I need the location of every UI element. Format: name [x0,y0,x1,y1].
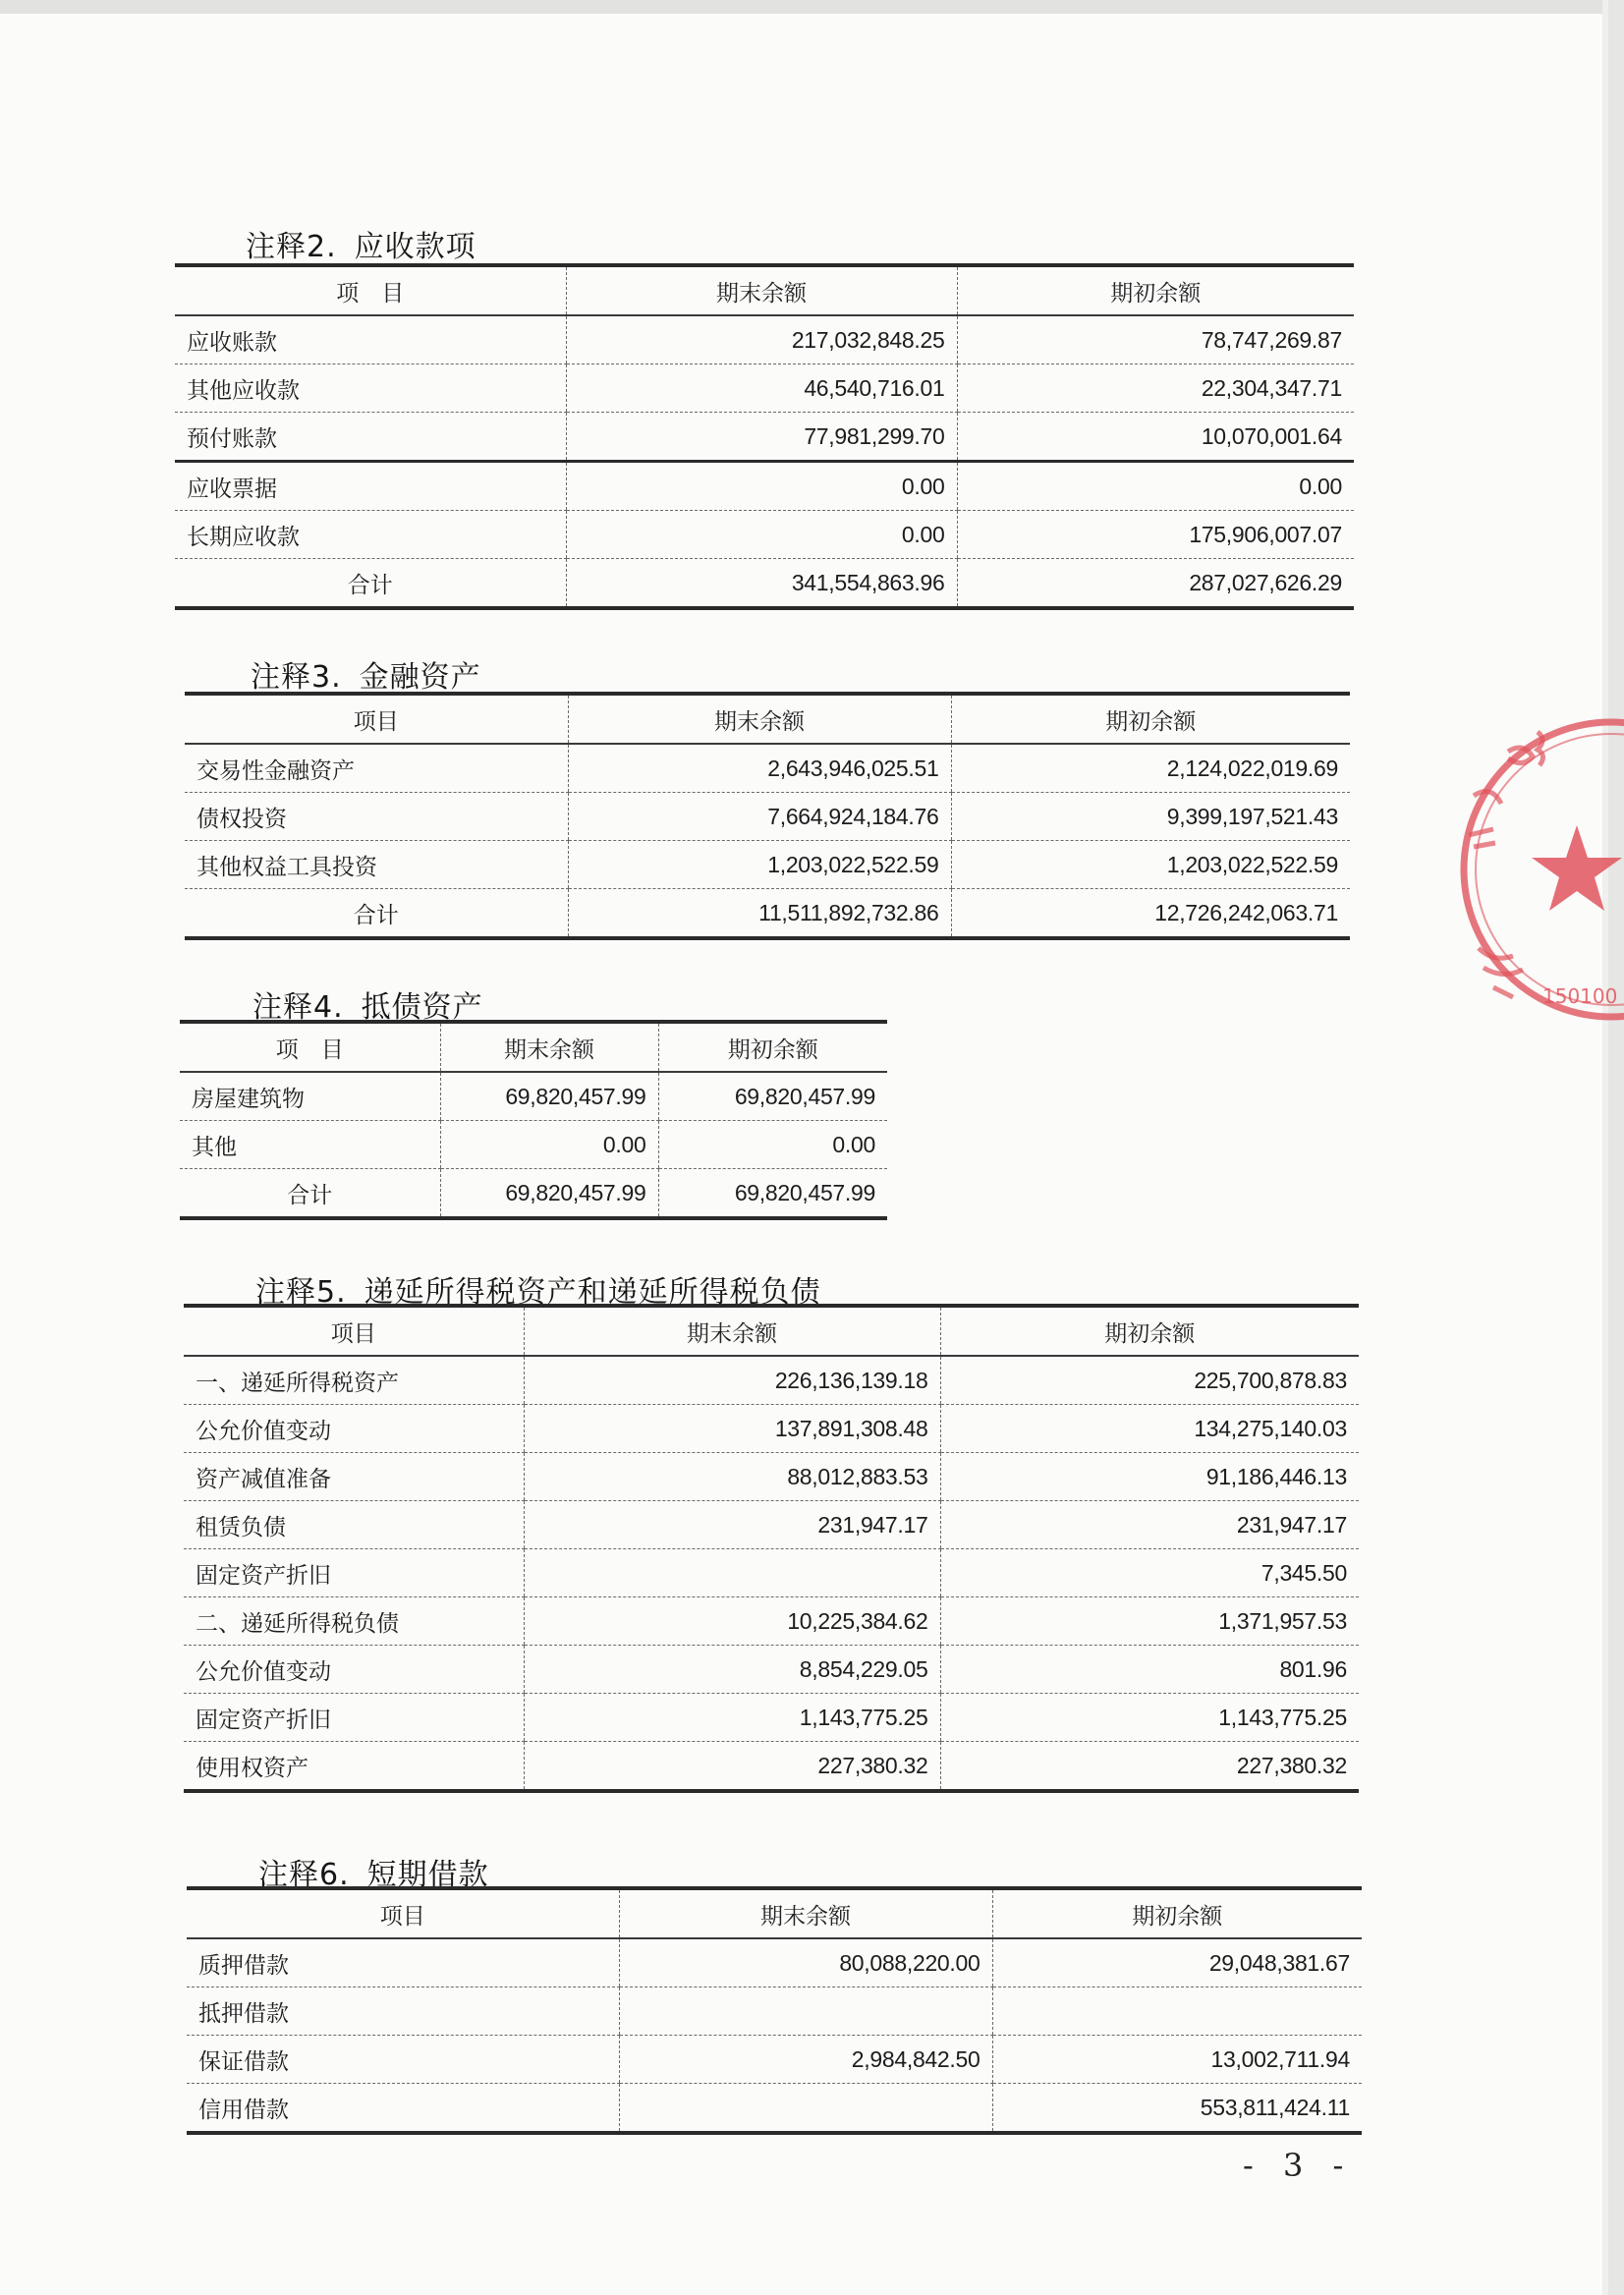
row-end-balance: 2,643,946,025.51 [568,744,951,793]
row-end-balance: 227,380.32 [524,1742,940,1792]
section-heading: 递延所得税资产和递延所得税负债 [364,1275,821,1310]
header-item: 项 目 [180,1022,440,1072]
header-begin-balance: 期初余额 [951,694,1350,744]
seal-number: 150100 [1542,984,1618,1008]
row-end-balance: 10,225,384.62 [524,1597,940,1646]
table-row [184,1549,1359,1597]
row-begin-balance: 1,203,022,522.59 [951,841,1350,889]
note-number: 注释2. [246,230,337,264]
table-row [185,744,1350,793]
table-row [184,1501,1359,1549]
note-number: 注释6. [258,1858,350,1892]
row-begin-balance: 22,304,347.71 [957,364,1354,413]
row-begin-balance: 69,820,457.99 [658,1169,887,1219]
seal-star-icon [1532,825,1622,911]
note-number: 注释3. [251,660,342,695]
row-item: 租赁负债 [184,1501,524,1549]
row-item: 应收票据 [175,462,566,511]
row-item: 固定资产折旧 [184,1694,524,1742]
row-item: 公允价值变动 [184,1405,524,1453]
row-item: 质押借款 [187,1938,619,1987]
row-item: 债权投资 [185,793,568,841]
section-title-receivables [246,222,476,265]
total-row [175,559,1354,609]
row-end-balance: 137,891,308.48 [524,1405,940,1453]
section-heading: 金融资产 [359,660,481,695]
row-end-balance: 341,554,863.96 [566,559,957,609]
row-begin-balance: 13,002,711.94 [992,2036,1362,2084]
row-item: 抵押借款 [187,1987,619,2036]
row-begin-balance: 227,380.32 [940,1742,1359,1792]
row-item: 公允价值变动 [184,1646,524,1694]
table-row [187,1938,1362,1987]
row-end-balance: 80,088,220.00 [619,1938,992,1987]
table-row [184,1453,1359,1501]
table-row [184,1405,1359,1453]
header-begin-balance: 期初余额 [658,1022,887,1072]
header-item: 项目 [185,694,568,744]
row-end-balance: 8,854,229.05 [524,1646,940,1694]
scan-edge-top [0,0,1624,14]
note-number: 注释5. [255,1275,347,1310]
row-item: 合计 [180,1169,440,1219]
row-begin-balance: 225,700,878.83 [940,1356,1359,1405]
seal-script-marks [1469,732,1543,997]
row-end-balance [619,2084,992,2134]
row-end-balance [524,1549,940,1597]
row-item: 合计 [175,559,566,609]
table-row [180,1121,887,1169]
financial-assets-table [185,692,1350,940]
row-begin-balance: 175,906,007.07 [957,511,1354,559]
row-item: 房屋建筑物 [180,1072,440,1121]
header-end-balance: 期末余额 [566,265,957,315]
row-item: 信用借款 [187,2084,619,2134]
row-begin-balance: 0.00 [658,1121,887,1169]
table-row [187,2036,1362,2084]
row-begin-balance: 0.00 [957,462,1354,511]
note-number: 注释4. [252,990,344,1025]
row-begin-balance: 1,143,775.25 [940,1694,1359,1742]
row-item: 其他权益工具投资 [185,841,568,889]
row-end-balance: 0.00 [440,1121,658,1169]
row-begin-balance: 9,399,197,521.43 [951,793,1350,841]
scan-edge-right [1608,0,1624,2295]
row-end-balance: 0.00 [566,462,957,511]
short-term-loans-table [187,1886,1362,2135]
row-end-balance: 69,820,457.99 [440,1169,658,1219]
table-row [175,364,1354,413]
row-end-balance: 217,032,848.25 [566,315,957,364]
row-item: 预付账款 [175,413,566,462]
row-item: 使用权资产 [184,1742,524,1792]
page-number: - 3 - [1243,2147,1354,2184]
row-item: 交易性金融资产 [185,744,568,793]
row-item: 其他应收款 [175,364,566,413]
header-begin-balance: 期初余额 [992,1888,1362,1938]
row-end-balance: 11,511,892,732.86 [568,889,951,939]
header-end-balance: 期末余额 [440,1022,658,1072]
table-row [187,2084,1362,2134]
row-begin-balance [992,1987,1362,2036]
foreclosed-assets-table [180,1020,887,1220]
row-item: 保证借款 [187,2036,619,2084]
table-row [180,1072,887,1121]
table-row [184,1742,1359,1792]
table-row [175,315,1354,364]
section-title-financial-assets [251,652,481,696]
row-begin-balance: 12,726,242,063.71 [951,889,1350,939]
receivables-table [175,263,1354,610]
row-item: 固定资产折旧 [184,1549,524,1597]
total-row [185,889,1350,939]
section-heading: 短期借款 [366,1858,489,1892]
row-begin-balance: 69,820,457.99 [658,1072,887,1121]
row-end-balance: 226,136,139.18 [524,1356,940,1405]
row-begin-balance: 801.96 [940,1646,1359,1694]
header-end-balance: 期末余额 [619,1888,992,1938]
row-begin-balance: 78,747,269.87 [957,315,1354,364]
row-end-balance: 0.00 [566,511,957,559]
row-item: 一、递延所得税资产 [184,1356,524,1405]
row-item: 资产减值准备 [184,1453,524,1501]
row-item: 应收账款 [175,315,566,364]
table-row [175,413,1354,462]
row-end-balance: 46,540,716.01 [566,364,957,413]
row-end-balance: 231,947.17 [524,1501,940,1549]
row-item: 长期应收款 [175,511,566,559]
header-begin-balance: 期初余额 [957,265,1354,315]
official-seal-stamp [1439,702,1624,1036]
header-item: 项目 [187,1888,619,1938]
row-end-balance [619,1987,992,2036]
row-end-balance: 1,203,022,522.59 [568,841,951,889]
deferred-tax-table [184,1304,1359,1793]
row-begin-balance: 134,275,140.03 [940,1405,1359,1453]
total-row [180,1169,887,1219]
row-end-balance: 7,664,924,184.76 [568,793,951,841]
row-begin-balance: 7,345.50 [940,1549,1359,1597]
table-row [184,1694,1359,1742]
section-heading: 抵债资产 [361,990,483,1025]
row-begin-balance: 29,048,381.67 [992,1938,1362,1987]
row-item: 其他 [180,1121,440,1169]
section-heading: 应收款项 [354,230,476,264]
row-end-balance: 88,012,883.53 [524,1453,940,1501]
header-end-balance: 期末余额 [568,694,951,744]
row-begin-balance: 2,124,022,019.69 [951,744,1350,793]
row-item: 合计 [185,889,568,939]
table-row [184,1646,1359,1694]
table-row [175,511,1354,559]
header-begin-balance: 期初余额 [940,1306,1359,1356]
row-begin-balance: 287,027,626.29 [957,559,1354,609]
row-begin-balance: 553,811,424.11 [992,2084,1362,2134]
row-end-balance: 2,984,842.50 [619,2036,992,2084]
row-item: 二、递延所得税负债 [184,1597,524,1646]
row-begin-balance: 231,947.17 [940,1501,1359,1549]
table-row [187,1987,1362,2036]
table-row [175,462,1354,511]
row-end-balance: 1,143,775.25 [524,1694,940,1742]
table-row [185,841,1350,889]
header-item: 项目 [184,1306,524,1356]
table-row [185,793,1350,841]
table-row [184,1597,1359,1646]
header-end-balance: 期末余额 [524,1306,940,1356]
row-begin-balance: 91,186,446.13 [940,1453,1359,1501]
row-begin-balance: 10,070,001.64 [957,413,1354,462]
row-begin-balance: 1,371,957.53 [940,1597,1359,1646]
row-end-balance: 77,981,299.70 [566,413,957,462]
table-row [184,1356,1359,1405]
header-item: 项 目 [175,265,566,315]
row-end-balance: 69,820,457.99 [440,1072,658,1121]
